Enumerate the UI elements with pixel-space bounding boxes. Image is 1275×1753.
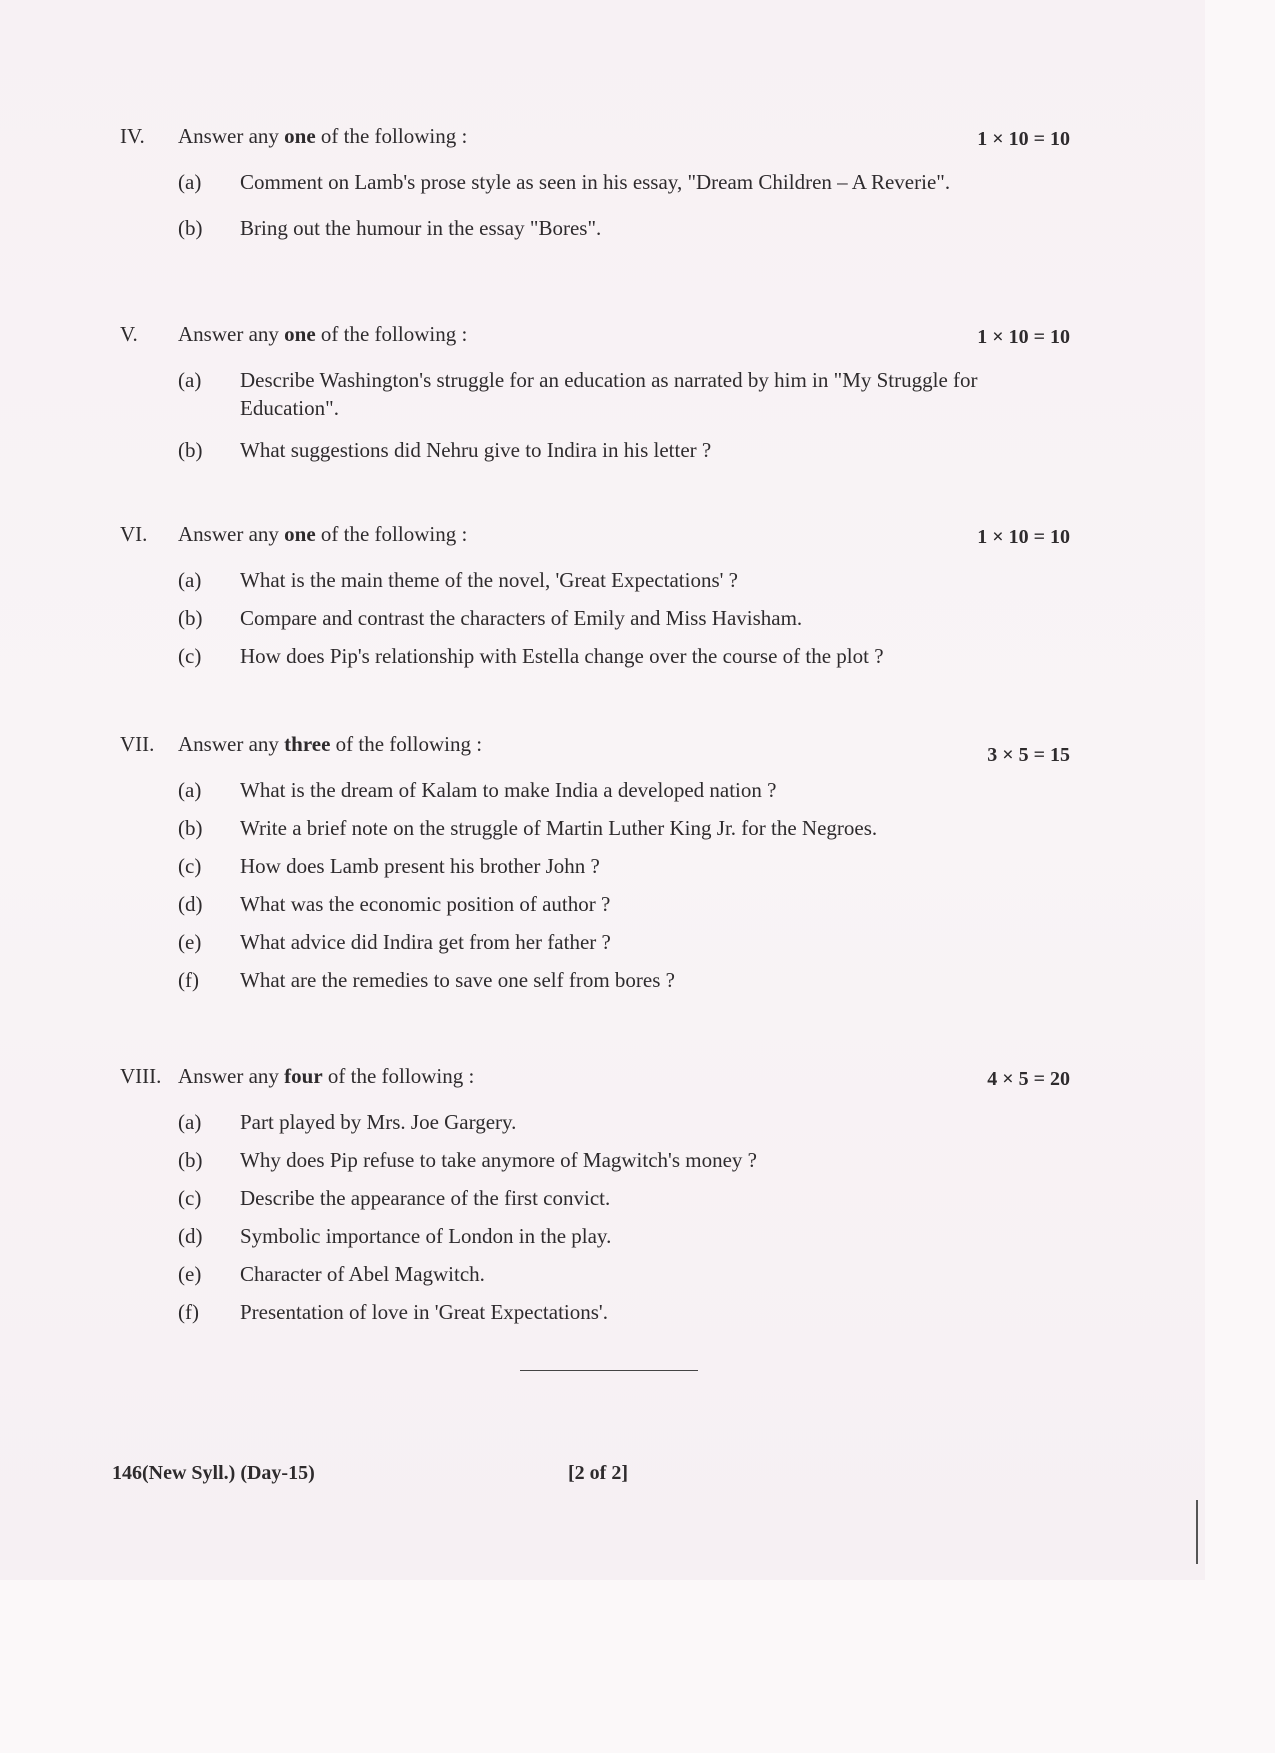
question-text: Compare and contrast the characters of Emily and Miss Havisham. bbox=[240, 606, 803, 630]
question-label: (b) bbox=[178, 1148, 203, 1172]
question-item bbox=[120, 1184, 1070, 1212]
question-item bbox=[120, 966, 1070, 994]
question-item bbox=[120, 890, 1070, 918]
section-instruction: Answer any one of the following : bbox=[178, 322, 468, 346]
question-item bbox=[120, 366, 1070, 422]
question-item bbox=[120, 436, 1070, 464]
question-text: Part played by Mrs. Joe Gargery. bbox=[240, 1110, 517, 1134]
section-marks: 1 × 10 = 10 bbox=[977, 128, 1070, 150]
question-label: (b) bbox=[178, 438, 203, 462]
question-label: (d) bbox=[178, 1224, 203, 1248]
section-vi bbox=[120, 522, 1070, 670]
question-text: How does Lamb present his brother John ? bbox=[240, 854, 600, 878]
section-instruction: Answer any three of the following : bbox=[178, 732, 483, 756]
section-viii bbox=[120, 1064, 1070, 1326]
question-label: (c) bbox=[178, 644, 202, 668]
question-label: (b) bbox=[178, 606, 203, 630]
section-numeral: VIII. bbox=[120, 1064, 162, 1088]
question-label: (f) bbox=[178, 968, 199, 992]
section-instruction: Answer any four of the following : bbox=[178, 1064, 475, 1088]
question-label: (d) bbox=[178, 892, 203, 916]
question-text: How does Pip's relationship with Estella change over the course of the plot ? bbox=[240, 644, 884, 668]
question-text: What is the dream of Kalam to make India a developed nation ? bbox=[240, 778, 777, 802]
section-numeral: V. bbox=[120, 322, 138, 346]
question-label: (b) bbox=[178, 216, 203, 240]
question-item bbox=[120, 1260, 1070, 1288]
question-text: Character of Abel Magwitch. bbox=[240, 1262, 485, 1286]
question-item bbox=[120, 604, 1070, 632]
question-label: (a) bbox=[178, 568, 202, 592]
section-instruction: Answer any one of the following : bbox=[178, 522, 468, 546]
section-instruction: Answer any one of the following : bbox=[178, 124, 468, 148]
section-iv bbox=[120, 124, 1070, 242]
question-text: Why does Pip refuse to take anymore of Magwitch's money ? bbox=[240, 1148, 757, 1172]
question-item bbox=[120, 1146, 1070, 1174]
section-numeral: IV. bbox=[120, 124, 145, 148]
section-header bbox=[120, 124, 1070, 158]
question-item bbox=[120, 1108, 1070, 1136]
question-text: Comment on Lamb's prose style as seen in his essay, "Dream Children – A Reverie". bbox=[240, 170, 951, 194]
section-header bbox=[120, 1064, 1070, 1098]
question-item bbox=[120, 642, 1070, 670]
question-label: (c) bbox=[178, 1186, 202, 1210]
question-text: What suggestions did Nehru give to Indira in his letter ? bbox=[240, 438, 712, 462]
question-item bbox=[120, 814, 1070, 842]
section-vii bbox=[120, 732, 1070, 994]
question-text: What advice did Indira get from her father ? bbox=[240, 930, 611, 954]
section-header bbox=[120, 522, 1070, 556]
question-item bbox=[120, 1298, 1070, 1326]
question-text: Bring out the humour in the essay "Bores". bbox=[240, 216, 602, 240]
question-label: (f) bbox=[178, 1300, 199, 1324]
section-numeral: VI. bbox=[120, 522, 148, 546]
question-item bbox=[120, 168, 1070, 196]
question-label: (a) bbox=[178, 170, 202, 194]
question-text: What was the economic position of author ? bbox=[240, 892, 611, 916]
section-marks: 3 × 5 = 15 bbox=[987, 744, 1070, 766]
page-edge-mark bbox=[1196, 1500, 1198, 1564]
question-label: (e) bbox=[178, 1262, 202, 1286]
question-item bbox=[120, 566, 1070, 594]
question-text: What is the main theme of the novel, 'Great Expectations' ? bbox=[240, 568, 738, 592]
question-text: Symbolic importance of London in the play. bbox=[240, 1224, 612, 1248]
section-v bbox=[120, 322, 1070, 464]
section-header bbox=[120, 322, 1070, 356]
section-marks: 4 × 5 = 20 bbox=[987, 1068, 1070, 1090]
question-label: (b) bbox=[178, 816, 203, 840]
question-text: Presentation of love in 'Great Expectations'. bbox=[240, 1300, 608, 1324]
question-label: (a) bbox=[178, 778, 202, 802]
question-item bbox=[120, 776, 1070, 804]
question-label: (a) bbox=[178, 1110, 202, 1134]
question-text: Describe the appearance of the first convict. bbox=[240, 1186, 611, 1210]
page-number: [2 of 2] bbox=[568, 1462, 628, 1484]
question-text: Describe Washington's struggle for an education as narrated by him in "My Struggle for Education". bbox=[240, 368, 978, 420]
end-rule bbox=[520, 1370, 698, 1371]
question-label: (e) bbox=[178, 930, 202, 954]
question-label: (a) bbox=[178, 368, 202, 392]
question-text: Write a brief note on the struggle of Martin Luther King Jr. for the Negroes. bbox=[240, 816, 878, 840]
paper-code: 146(New Syll.) (Day-15) bbox=[112, 1462, 315, 1484]
section-header bbox=[120, 732, 1070, 766]
section-marks: 1 × 10 = 10 bbox=[977, 526, 1070, 548]
question-item bbox=[120, 1222, 1070, 1250]
section-numeral: VII. bbox=[120, 732, 155, 756]
question-item bbox=[120, 928, 1070, 956]
question-label: (c) bbox=[178, 854, 202, 878]
question-item bbox=[120, 214, 1070, 242]
section-marks: 1 × 10 = 10 bbox=[977, 326, 1070, 348]
question-text: What are the remedies to save one self from bores ? bbox=[240, 968, 675, 992]
question-item bbox=[120, 852, 1070, 880]
